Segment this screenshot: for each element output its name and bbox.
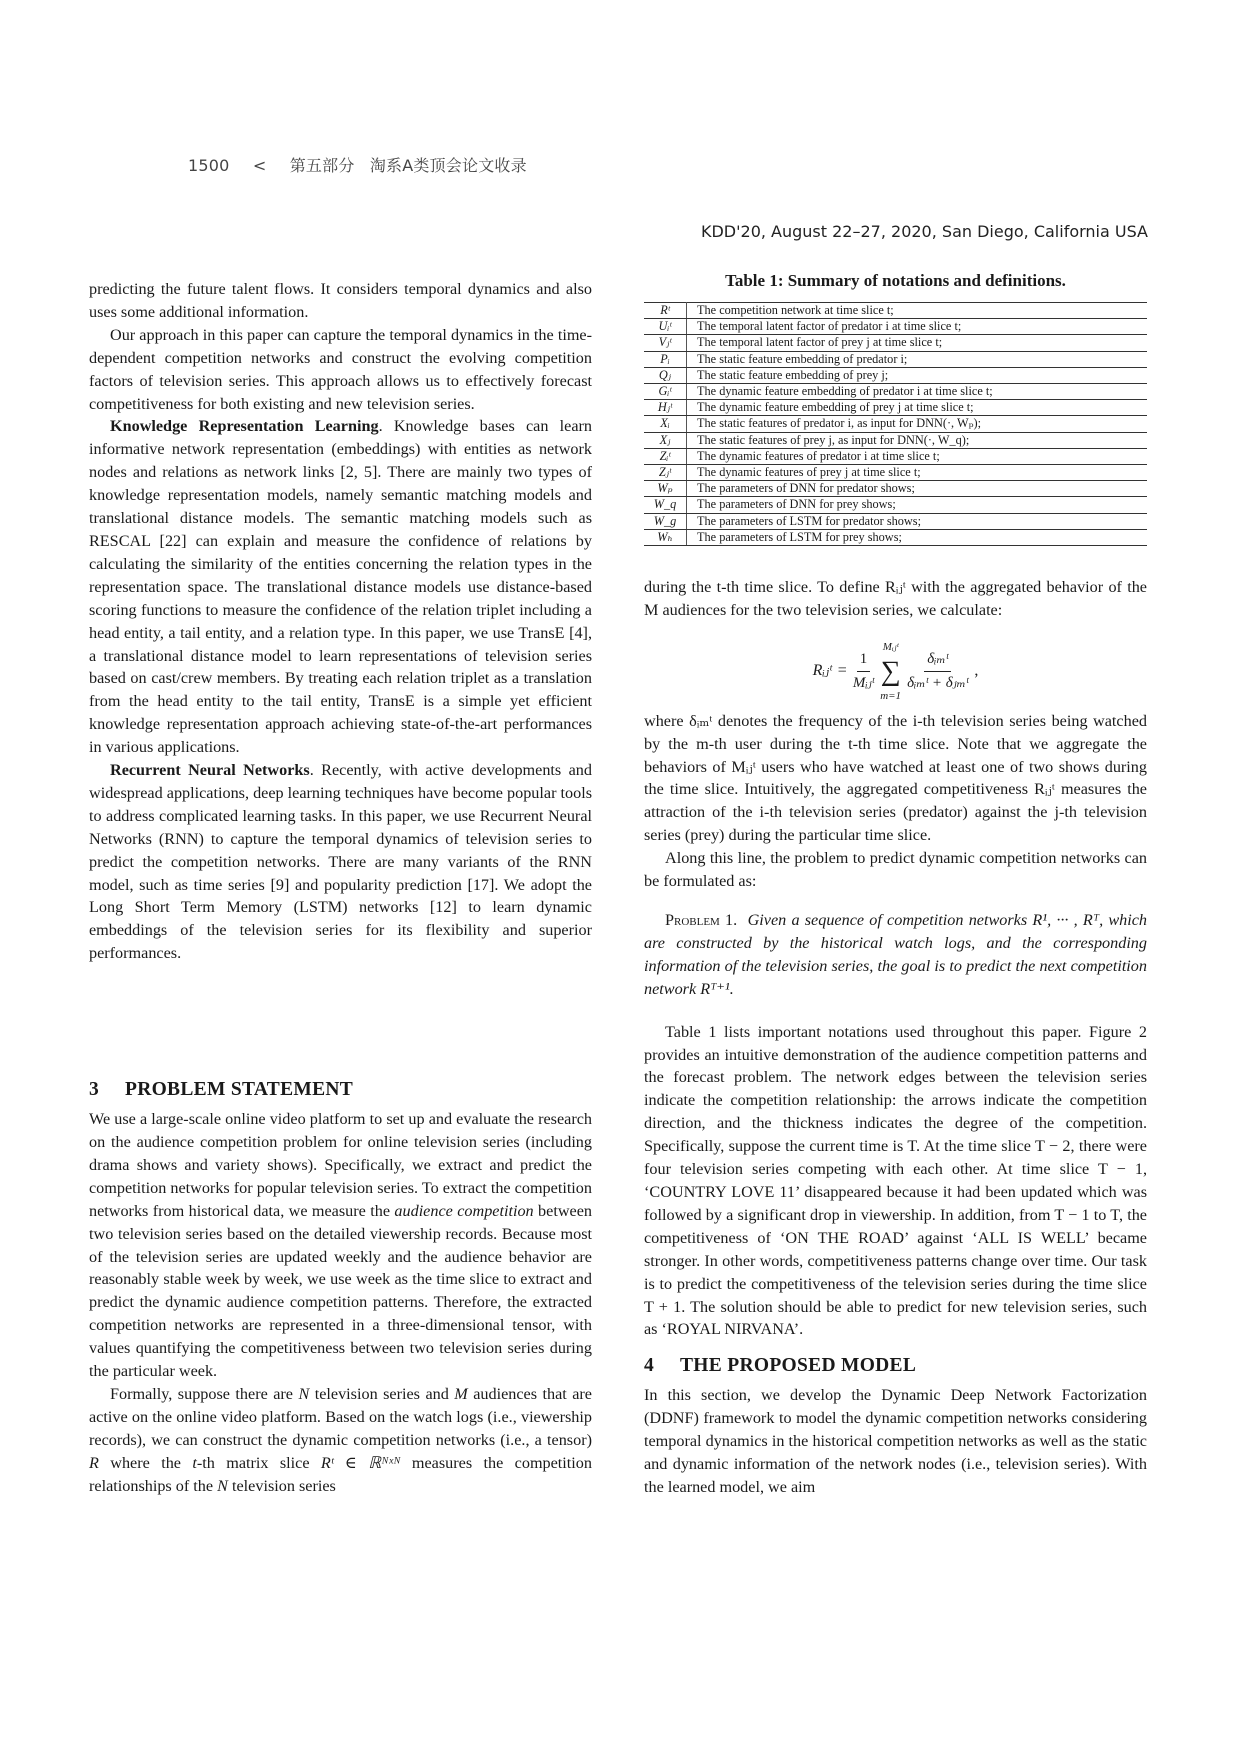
notation-definition: The dynamic feature embedding of predator i at time slice t;	[687, 383, 1148, 399]
back-arrow: <	[252, 156, 267, 175]
page-number: 1500	[188, 156, 230, 175]
paragraph: where δᵢₘᵗ denotes the frequency of the i-th television series being watched by the m-th user during the t-th time slice. Note that we aggregate the behaviors of Mᵢⱼᵗ users who have watched at least one of two shows during the time slice. Intuitively, the aggregated competitiveness Rᵢⱼᵗ measures the attraction of the i-th television series (predator) against the j-th television series (prey) during the particular time slice.	[644, 711, 1147, 845]
notation-definition: The parameters of DNN for predator shows;	[687, 481, 1148, 497]
krl-text: . Knowledge bases can learn informative network representation (embeddings) with entities as network nodes and relations as network links [2, 5]. There are mainly two types of knowledge representation models, namely semantic matching models and translational distance models. The semantic matching models such as RESCAL [22] can explain and measure the confidence of relations by calculating the similarity of the entities concerning the relation types in the representation space. The translational distance models use distance-based scoring functions to measure the confidence of the relation triplet including a head entity, a tail entity, and a relation type. In this paper, we use TransE [4], a translational distance model to learn representations of television series based on cast/crew members. By treating each relation triplet as a translation from the head entity to the tail entity, TransE is a simple yet efficient knowledge representation approach achieving state-of-the-art performances in various applications.	[89, 417, 593, 757]
problem-text: Given a sequence of competition networks R¹, ··· , Rᵀ, which are constructed by the historical watch logs, and the corresponding information of the television series, the goal is to predict the next competition network Rᵀ⁺¹.	[644, 911, 1147, 998]
notation-definition: The static feature embedding of prey j;	[687, 367, 1148, 383]
table-row	[644, 351, 1147, 367]
notation-definition: The parameters of LSTM for prey shows;	[687, 529, 1148, 545]
table-row	[644, 383, 1147, 399]
notation-symbol: Xᵢ	[644, 416, 687, 432]
section-3-heading: 3 PROBLEM STATEMENT	[89, 1079, 354, 1101]
rnn-heading: Recurrent Neural Networks	[110, 761, 310, 780]
table-row	[644, 432, 1147, 448]
table-row	[644, 319, 1147, 335]
notation-symbol: Uᵢᵗ	[644, 319, 687, 335]
paragraph: during the t-th time slice. To define Rᵢⱼᵗ with the aggregated behavior of the M audiences for the two television series, we calculate:	[644, 577, 1147, 619]
left-column	[89, 278, 592, 1498]
notation-symbol: Rᵗ	[644, 302, 687, 318]
collection-label: 淘系A类顶会论文收录	[369, 156, 527, 175]
paragraph: Along this line, the problem to predict dynamic competition networks can be formulated as:	[644, 849, 1147, 891]
equation: Rᵢⱼᵗ = $\frac{1}{\text{Mᵢⱼᵗ}}$ Mᵢⱼᵗ ∑ m=1 $\frac{\text{δᵢₘᵗ}}{\text{δᵢₘᵗ + δⱼₘᵗ}}$ ,	[644, 636, 1147, 698]
math-expression: Rᵗ ∈ ℝᴺˣᴺ	[320, 1453, 401, 1472]
table-row	[644, 400, 1147, 416]
notation-symbol: Wₚ	[644, 481, 687, 497]
notation-definition: The static features of prey j, as input for DNN(·, W_q);	[687, 432, 1148, 448]
notation-definition: The competition network at time slice t;	[687, 302, 1148, 318]
paragraph: We use a large-scale online video platform to set up and evaluate the research on the audience competition problem for online television series (including drama shows and variety shows). Specifically, we extract and predict the competition networks for popular television series. To extract the competition networks from historical data, we measure the audience competition between two television series based on the detailed viewership records. Because most of the television series are updated weekly and the audience behavior are reasonably stable week by week, we use week as the time slice to extract and predict the dynamic audience competition patterns. Therefore, the extracted competition networks are represented in a three-dimensional tensor, with values quantifying the competitiveness between two television series during the particular week.	[89, 1110, 592, 1381]
notation-symbol: Wₕ	[644, 529, 687, 545]
fraction: $\frac{1}{\text{Mᵢⱼᵗ}}$	[853, 648, 874, 695]
summation: Mᵢⱼᵗ ∑ m=1	[880, 640, 902, 702]
table-row	[644, 335, 1147, 351]
notation-symbol: W_q	[644, 497, 687, 513]
notation-definition: The parameters of DNN for prey shows;	[687, 497, 1148, 513]
right-column	[644, 270, 1147, 1499]
problem-statement	[644, 909, 1147, 1001]
rnn-paragraph	[89, 759, 592, 965]
notation-definition: The dynamic features of prey j at time slice t;	[687, 464, 1148, 480]
krl-paragraph	[89, 415, 592, 759]
notation-symbol: W_g	[644, 513, 687, 529]
notation-definition: The dynamic features of predator i at time slice t;	[687, 448, 1148, 464]
table-row	[644, 367, 1147, 383]
notation-symbol: Gᵢᵗ	[644, 383, 687, 399]
problem-label: Problem 1.	[665, 911, 738, 930]
equation-lhs: Rᵢⱼᵗ	[812, 662, 832, 680]
notation-definition: The static feature embedding of predator i;	[687, 351, 1148, 367]
notation-symbol: Zᵢᵗ	[644, 448, 687, 464]
notation-symbol: Pᵢ	[644, 351, 687, 367]
table-row	[644, 448, 1147, 464]
paragraph: Our approach in this paper can capture the temporal dynamics in the time-dependent competition networks and construct the evolving competition factors of television series. This approach allows us to effectively forecast competitiveness for both existing and new television series.	[89, 325, 592, 413]
notation-symbol: Vⱼᵗ	[644, 335, 687, 351]
notation-symbol: Hⱼᵗ	[644, 400, 687, 416]
paragraph: In this section, we develop the Dynamic Deep Network Factorization (DDNF) framework to model the dynamic competition networks considering temporal dynamics in the historical competition networks as well as the static and dynamic information of the network nodes (i.e., television series). With the learned model, we aim	[644, 1386, 1147, 1496]
notation-table	[644, 302, 1147, 546]
notation-symbol: Zⱼᵗ	[644, 464, 687, 480]
running-head: KDD'20, August 22–27, 2020, San Diego, California USA	[700, 222, 1148, 241]
paragraph: Formally, suppose there are N television series and M audiences that are active on the online video platform. Based on the watch logs (i.e., viewership records), we can construct the dynamic competition networks (i.e., a tensor) R where the t-th matrix slice Rᵗ ∈ ℝᴺˣᴺ measures the competition relationships of the N television series	[89, 1384, 592, 1495]
fraction: $\frac{\text{δᵢₘᵗ}}{\text{δᵢₘᵗ + δⱼₘᵗ}}$	[907, 648, 968, 695]
table-row	[644, 513, 1147, 529]
notation-symbol: Xⱼ	[644, 432, 687, 448]
table-caption: Table 1: Summary of notations and definitions.	[725, 271, 1066, 290]
table-row	[644, 481, 1147, 497]
rnn-text: . Recently, with active developments and widespread applications, deep learning techniques have become popular tools to address complicated learning tasks. In this paper, we use Recurrent Neural Networks (RNN) to capture the temporal dynamics of television series to predict the competition networks. There are many variants of the RNN model, such as time series [9] and popularity prediction [17]. We adopt the Long Short Term Memory (LSTM) networks [12] to learn dynamic embeddings of the television series for its flexibility and superior performances.	[89, 761, 592, 963]
paragraph: predicting the future talent flows. It considers temporal dynamics and also uses some additional information.	[89, 280, 592, 321]
notation-definition: The parameters of LSTM for predator shows;	[687, 513, 1148, 529]
section-4-heading: 4 THE PROPOSED MODEL	[644, 1355, 917, 1377]
notation-definition: The temporal latent factor of predator i at time slice t;	[687, 319, 1148, 335]
notation-symbol: Qⱼ	[644, 367, 687, 383]
emphasis: audience competition	[394, 1201, 534, 1220]
paragraph: Table 1 lists important notations used throughout this paper. Figure 2 provides an intuitive demonstration of the audience competition patterns and the forecast problem. The network edges between the television series indicate the competition relationship: the arrows indicate the competition direction, and the thickness indicates the degree of the competition. Specifically, suppose the current time is T. At the time slice T − 2, there were four television series competing with each other. At time slice T − 1, ‘COUNTRY LOVE 11’ disappeared because it had been updated which was followed by a significant drop in viewership. In addition, from T − 1 to T, the competitiveness of ‘ON THE ROAD’ against ‘ALL IS WELL’ became stronger. In other words, competitiveness patterns change over time. Our task is to predict the competitiveness of the television series during the time slice T + 1. The solution should be able to predict for new television series, such as ‘ROYAL NIRVANA’.	[644, 1022, 1147, 1339]
book-header	[188, 153, 545, 176]
notation-definition: The static features of predator i, as input for DNN(·, Wₚ);	[687, 416, 1148, 432]
table-row	[644, 416, 1147, 432]
krl-heading: Knowledge Representation Learning	[110, 417, 379, 436]
table-row	[644, 497, 1147, 513]
notation-definition: The dynamic feature embedding of prey j at time slice t;	[687, 400, 1148, 416]
table-row	[644, 464, 1147, 480]
notation-definition: The temporal latent factor of prey j at time slice t;	[687, 335, 1148, 351]
table-row	[644, 302, 1147, 318]
part-label: 第五部分	[289, 156, 355, 175]
table-row	[644, 529, 1147, 545]
